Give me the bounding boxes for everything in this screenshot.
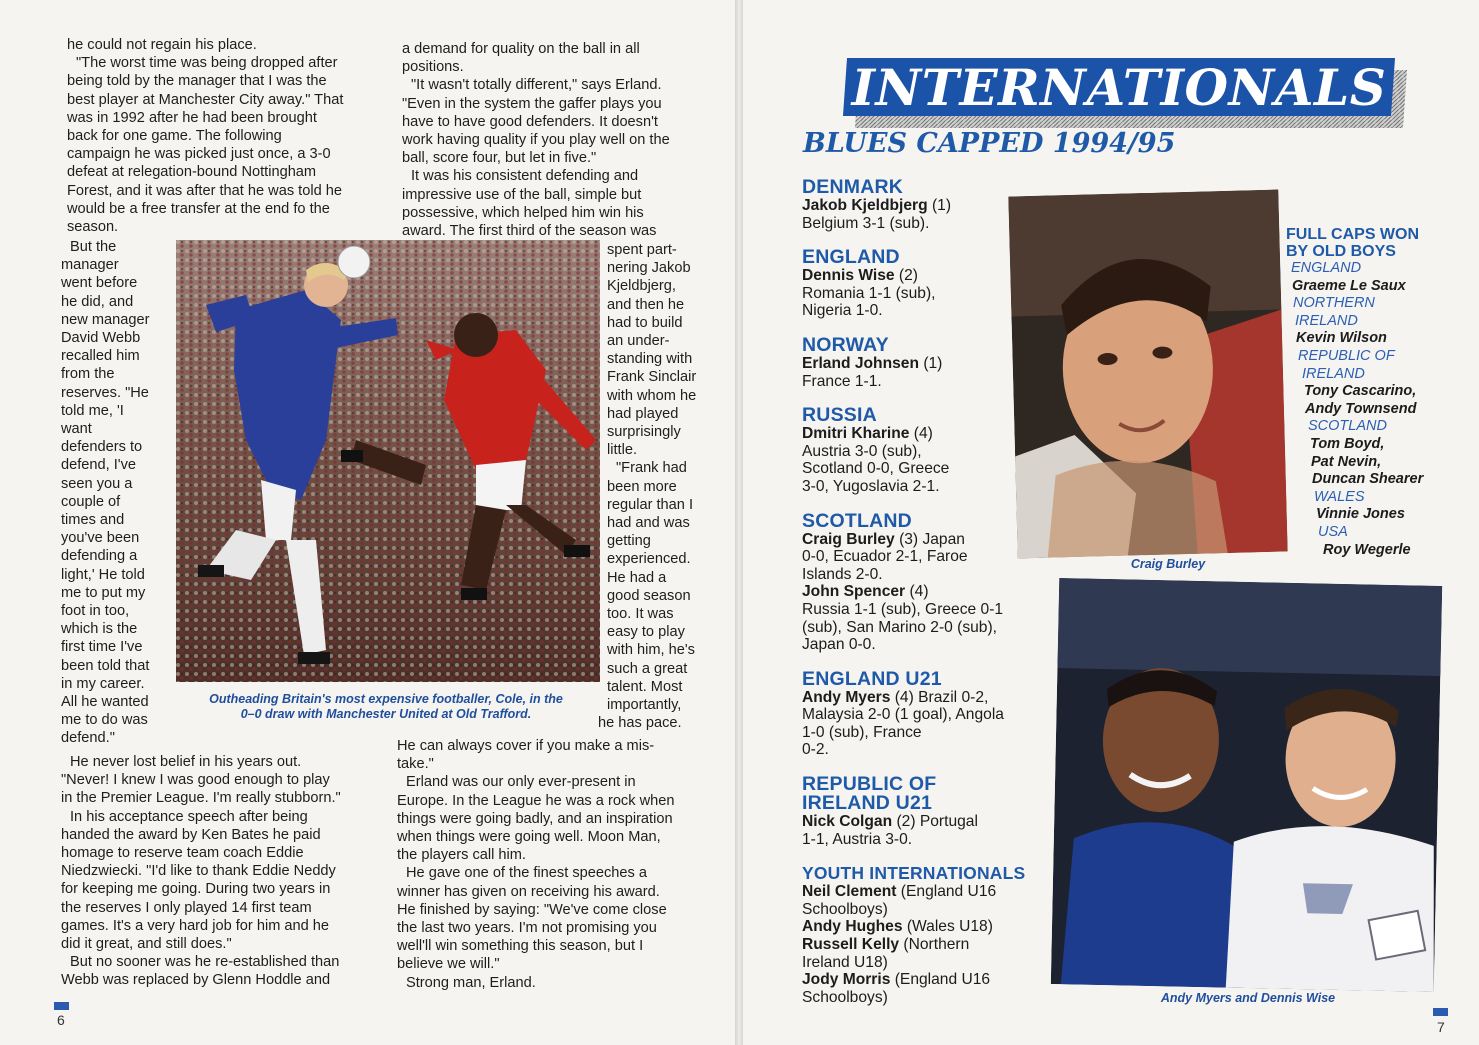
cap-detail: Scotland 0-0, Greece: [802, 460, 950, 478]
match-photo: [176, 240, 600, 682]
old-boys-country: USA: [1318, 523, 1348, 540]
player-name: Andy Myers: [802, 688, 891, 706]
text-line: "Even in the system the gaffer plays you: [402, 95, 662, 112]
text-line: which is the: [61, 621, 138, 638]
text-line: surprisingly: [607, 424, 681, 441]
text-line: work having quality if you play well on the: [402, 132, 670, 149]
text-line: possessive, which helped him win his: [402, 204, 644, 221]
cap-detail: (1): [927, 197, 952, 214]
text-line: me to put my: [61, 584, 146, 601]
text-line: first time I've: [61, 639, 143, 656]
text-line: was in 1992 after he had been brought: [67, 109, 317, 126]
text-line: the last two years. I'm not promising you: [397, 920, 657, 937]
text-line: He had a: [607, 569, 667, 586]
text-line: Niedzwiecki. "I'd like to thank Eddie Neddy: [61, 863, 336, 880]
cap-detail: (1): [918, 354, 943, 372]
text-line: Forest, and it was after that he was told he: [67, 182, 342, 199]
text-line: Strong man, Erland.: [406, 974, 536, 991]
cap-line: [802, 478, 1042, 496]
cap-line: [802, 531, 1042, 549]
cap-detail: 1-0 (sub), France: [802, 723, 922, 741]
player-name: Russell Kelly: [802, 936, 900, 954]
text-line: the players call him.: [397, 847, 526, 864]
page-gutter: [735, 0, 743, 1045]
cap-line: [802, 566, 1042, 584]
cap-detail: (4): [909, 425, 933, 443]
cap-line: [802, 302, 1042, 320]
match-photo-caption: [176, 692, 596, 722]
myers-wise-image: [1051, 578, 1442, 992]
text-line: good season: [607, 587, 691, 604]
text-line: defeat at relegation-bound Nottingham: [67, 164, 317, 181]
text-line: new manager: [61, 311, 150, 328]
match-photo-image: [176, 240, 600, 682]
cap-detail: (England U16: [896, 883, 997, 901]
country-heading: DENMARK: [802, 176, 904, 198]
text-line: seen you a: [61, 475, 133, 492]
craig-burley-photo: [1008, 190, 1287, 559]
text-line: But no sooner was he re-established than: [70, 954, 340, 971]
cap-detail: Malaysia 2-0 (1 goal), Angola: [802, 706, 1004, 724]
cap-detail: 3-0, Yugoslavia 2-1.: [802, 477, 940, 495]
text-line: But the: [70, 239, 117, 255]
cap-detail: Nigeria 1-0.: [802, 302, 883, 320]
cap-detail: (sub), San Marino 2-0 (sub),: [802, 618, 997, 636]
old-boys-country: NORTHERN: [1293, 295, 1375, 312]
cap-detail: (4): [905, 583, 929, 601]
text-line: season.: [67, 219, 119, 236]
text-line: Erland was our only ever-present in: [406, 774, 636, 791]
text-line: getting: [607, 533, 651, 550]
text-line: defenders to: [61, 439, 143, 456]
cap-line: [802, 901, 1042, 919]
text-line: homage to reserve team coach Eddie: [61, 845, 304, 862]
cap-line: [802, 425, 1042, 443]
cap-detail: 0-2.: [802, 741, 829, 759]
cap-detail: (Northern: [899, 936, 970, 954]
cap-line: [802, 971, 1042, 989]
text-line: "Never! I knew I was good enough to play: [61, 772, 330, 789]
cap-detail: Belgium 3-1 (sub).: [802, 214, 930, 232]
text-line: little.: [607, 442, 638, 459]
cap-line: [802, 741, 1042, 759]
left-page: [0, 0, 735, 1045]
cap-line: [802, 285, 1042, 303]
caption-line: 0–0 draw with Manchester United at Old Trafford.: [240, 707, 532, 721]
text-line: he has pace.: [598, 715, 682, 732]
cap-line: [802, 215, 1042, 233]
caption-line: Outheading Britain's most expensive footballer, Cole, in the: [209, 692, 563, 706]
player-name: Andy Hughes: [802, 918, 903, 936]
cap-detail: Russia 1-1 (sub), Greece 0-1: [802, 600, 1004, 618]
text-line: light,' He told: [61, 566, 145, 583]
text-line: He never lost belief in his years out.: [70, 754, 302, 770]
internationals-banner: [845, 58, 1403, 120]
cap-line: [802, 355, 1042, 373]
text-line: he did, and: [61, 293, 134, 310]
craig-burley-image: [1008, 190, 1287, 559]
old-boys-player: Duncan Shearer: [1312, 471, 1424, 488]
player-name: Jody Morris: [802, 971, 891, 989]
article-col2-top: [402, 40, 722, 240]
text-line: told me, 'I: [61, 402, 124, 419]
text-line: been more: [607, 478, 677, 495]
text-line: had to build: [607, 314, 683, 331]
old-boys-title: FULL CAPS WON: [1286, 226, 1420, 243]
cap-line: [802, 443, 1042, 461]
player-name: Nick Colgan: [802, 813, 893, 831]
cap-line: [802, 954, 1042, 972]
page-tab-marker: [1433, 1008, 1448, 1016]
cap-line: [802, 460, 1042, 478]
old-boys-country: WALES: [1314, 488, 1365, 505]
old-boys-player: Andy Townsend: [1305, 400, 1417, 417]
right-page: [743, 0, 1479, 1045]
old-boys-country: REPUBLIC OF: [1298, 347, 1395, 364]
old-boys-player: Graeme Le Saux: [1292, 277, 1406, 294]
country-heading: RUSSIA: [802, 404, 877, 427]
text-line: Kjeldbjerg,: [607, 278, 676, 295]
old-boys-player: Kevin Wilson: [1296, 330, 1387, 347]
text-line: handed the award by Ken Bates he paid: [61, 826, 321, 843]
page-number: 7: [1437, 1019, 1445, 1035]
text-line: He can always cover if you make a mis-: [397, 738, 655, 754]
text-line: believe we will.": [397, 956, 500, 973]
cap-detail: Romania 1-1 (sub),: [802, 284, 936, 302]
text-line: when things were going well. Moon Man,: [397, 829, 661, 846]
text-line: easy to play: [607, 624, 685, 641]
cap-line: [802, 724, 1042, 742]
text-line: defending a: [61, 548, 138, 565]
text-line: had played: [607, 405, 679, 422]
cap-detail: (England U16: [890, 971, 991, 989]
banner-title: INTERNATIONALS: [851, 58, 1387, 117]
cap-detail: (2) Portugal: [892, 813, 978, 831]
cap-detail: (Wales U18): [902, 918, 993, 936]
player-name: Dmitri Kharine: [802, 425, 910, 443]
old-boys-player: Tom Boyd,: [1310, 435, 1385, 452]
cap-line: [802, 601, 1042, 619]
text-line: take.": [397, 756, 434, 773]
cap-detail: Schoolboys): [802, 988, 888, 1006]
text-line: "It wasn't totally different," says Erland.: [411, 77, 662, 94]
old-boys-player: Tony Cascarino,: [1304, 383, 1417, 400]
text-line: with him, he's: [607, 642, 695, 659]
text-line: positions.: [402, 59, 464, 76]
text-line: spent part-: [607, 242, 677, 258]
old-boys-country: IRELAND: [1295, 312, 1358, 329]
cap-line: [802, 619, 1042, 637]
cap-line: [802, 918, 1042, 936]
text-line: couple of: [61, 493, 121, 510]
cap-line: [802, 636, 1042, 654]
old-boys-caps: [1286, 226, 1446, 559]
cap-detail: Ireland U18): [802, 953, 888, 971]
text-line: defend.": [61, 730, 115, 747]
cap-line: [802, 989, 1042, 1007]
text-line: All he wanted: [61, 694, 149, 711]
cap-line: [802, 548, 1042, 566]
text-line: defend, I've: [61, 457, 136, 474]
text-line: award. The first third of the season was: [402, 223, 657, 240]
cap-line: [802, 373, 1042, 391]
old-boys-country: SCOTLAND: [1308, 418, 1387, 435]
cap-detail: Austria 3-0 (sub),: [802, 442, 922, 460]
text-line: best player at Manchester City away." That: [67, 91, 344, 108]
cap-line: [802, 197, 1042, 215]
myers-wise-photo: [1051, 578, 1442, 992]
text-line: times and: [61, 512, 125, 529]
text-line: "The worst time was being dropped after: [76, 55, 338, 72]
text-line: impressive use of the ball, simple but: [402, 186, 642, 203]
cap-detail: Islands 2-0.: [802, 565, 883, 583]
cap-detail: (3) Japan: [894, 530, 965, 548]
country-heading: REPUBLIC OF IRELAND U21: [802, 773, 937, 815]
text-line: the reserves I only played 14 first team: [61, 899, 312, 916]
cap-line: [802, 706, 1042, 724]
text-line: winner has given on receiving his award.: [397, 883, 660, 900]
text-line: David Webb: [61, 330, 141, 347]
text-line: campaign he was picked just once, a 3-0: [67, 146, 331, 163]
cap-line: [802, 883, 1042, 901]
text-line: an under-: [607, 333, 670, 350]
text-line: "Frank had: [616, 460, 687, 477]
text-line: recalled him: [61, 348, 140, 365]
page-number: 6: [57, 1012, 65, 1028]
player-name: Dennis Wise: [802, 267, 895, 285]
country-heading: YOUTH INTERNATIONALS: [802, 863, 1026, 884]
text-line: Frank Sinclair: [607, 369, 697, 386]
cap-detail: 1-1, Austria 3-0.: [802, 830, 913, 848]
player-name: Craig Burley: [802, 530, 895, 548]
player-name: Jakob Kjeldbjerg: [802, 197, 928, 214]
cap-detail: France 1-1.: [802, 372, 882, 390]
text-line: foot in too,: [61, 603, 130, 620]
cap-detail: (4) Brazil 0-2,: [890, 688, 989, 706]
text-line: He gave one of the finest speeches a: [406, 865, 647, 882]
text-line: would be a free transfer at the end fo the: [67, 200, 330, 217]
text-line: Webb was replaced by Glenn Hoddle and: [61, 972, 331, 989]
text-line: In his acceptance speech after being: [70, 808, 308, 825]
text-line: being told by the manager that I was the: [67, 73, 327, 90]
cap-line: [802, 583, 1042, 601]
country-heading: ENGLAND U21: [802, 667, 942, 690]
text-line: nering Jakob: [607, 260, 691, 277]
text-line: you've been: [61, 530, 140, 547]
text-line: in the Premier League. I'm really stubborn.": [61, 790, 341, 807]
text-line: It was his consistent defending and: [411, 168, 639, 185]
old-boys-country: ENGLAND: [1291, 260, 1362, 276]
craig-burley-caption: Craig Burley: [1130, 557, 1206, 571]
article-col1-bottom: [61, 753, 391, 990]
text-line: me to do was: [61, 712, 148, 729]
old-boys-player: Vinnie Jones: [1316, 506, 1405, 523]
myers-wise-caption: Andy Myers and Dennis Wise: [1160, 991, 1336, 1005]
text-line: games. It's a very hard job for him and he: [61, 917, 330, 934]
text-line: did it great, and still does.": [61, 936, 232, 953]
text-line: things were going badly, and an inspiration: [397, 810, 673, 827]
text-line: and then he: [607, 296, 685, 313]
cap-detail: (2): [894, 267, 918, 285]
text-line: well'll win something this season, but I: [397, 938, 644, 955]
cap-line: [802, 689, 1042, 707]
text-line: a demand for quality on the ball in all: [402, 41, 640, 57]
page-tab-marker: [54, 1002, 69, 1010]
article-col2-narrow: [598, 241, 725, 732]
text-line: talent. Most: [607, 678, 683, 695]
country-heading: ENGLAND: [802, 246, 900, 269]
cap-line: [802, 267, 1042, 285]
player-name: John Spencer: [802, 583, 906, 601]
country-heading: SCOTLAND: [802, 509, 912, 532]
article-col1-top: [67, 36, 387, 236]
text-line: too. It was: [607, 606, 674, 623]
old-boys-country: IRELAND: [1302, 365, 1365, 382]
cap-detail: Schoolboys): [802, 900, 888, 918]
text-line: regular than I: [607, 496, 693, 513]
text-line: Europe. In the League he was a rock when: [397, 792, 675, 809]
text-line: in my career.: [61, 675, 145, 692]
cap-line: [802, 813, 1042, 831]
text-line: back for one game. The following: [67, 128, 282, 145]
cap-detail: Japan 0-0.: [802, 636, 876, 654]
country-heading: NORWAY: [802, 333, 889, 356]
cap-line: [802, 831, 1042, 849]
text-line: had and was: [607, 515, 690, 532]
text-line: with whom he: [607, 387, 697, 404]
player-name: Erland Johnsen: [802, 354, 919, 372]
player-name: Neil Clement: [802, 883, 897, 901]
text-line: He finished by saying: "We've come close: [397, 901, 667, 918]
text-line: have to have good defenders. It doesn't: [402, 113, 658, 130]
old-boys-player: Pat Nevin,: [1311, 453, 1382, 470]
text-line: want: [61, 421, 92, 438]
caps-list: [802, 178, 1042, 1006]
text-line: went before: [61, 275, 138, 292]
text-line: manager: [61, 257, 119, 274]
text-line: importantly,: [607, 697, 682, 714]
cap-line: [802, 936, 1042, 954]
old-boys-title: BY OLD BOYS: [1286, 243, 1396, 260]
cap-detail: 0-0, Ecuador 2-1, Faroe: [802, 548, 968, 566]
old-boys-player: Roy Wegerle: [1323, 541, 1411, 558]
text-line: for keeping me going. During two years in: [61, 881, 331, 898]
text-line: standing with: [607, 351, 693, 368]
article-col1-narrow: [61, 238, 176, 748]
text-line: been told that: [61, 657, 150, 674]
text-line: experienced.: [607, 551, 691, 568]
article-col2-bottom: [397, 737, 717, 992]
section-subtitle: BLUES CAPPED 1994/95: [803, 128, 1176, 159]
text-line: he could not regain his place.: [67, 37, 257, 53]
text-line: from the: [61, 366, 115, 383]
text-line: reserves. "He: [61, 384, 149, 401]
text-line: such a great: [607, 660, 688, 677]
text-line: ball, score four, but let in five.": [402, 150, 597, 167]
